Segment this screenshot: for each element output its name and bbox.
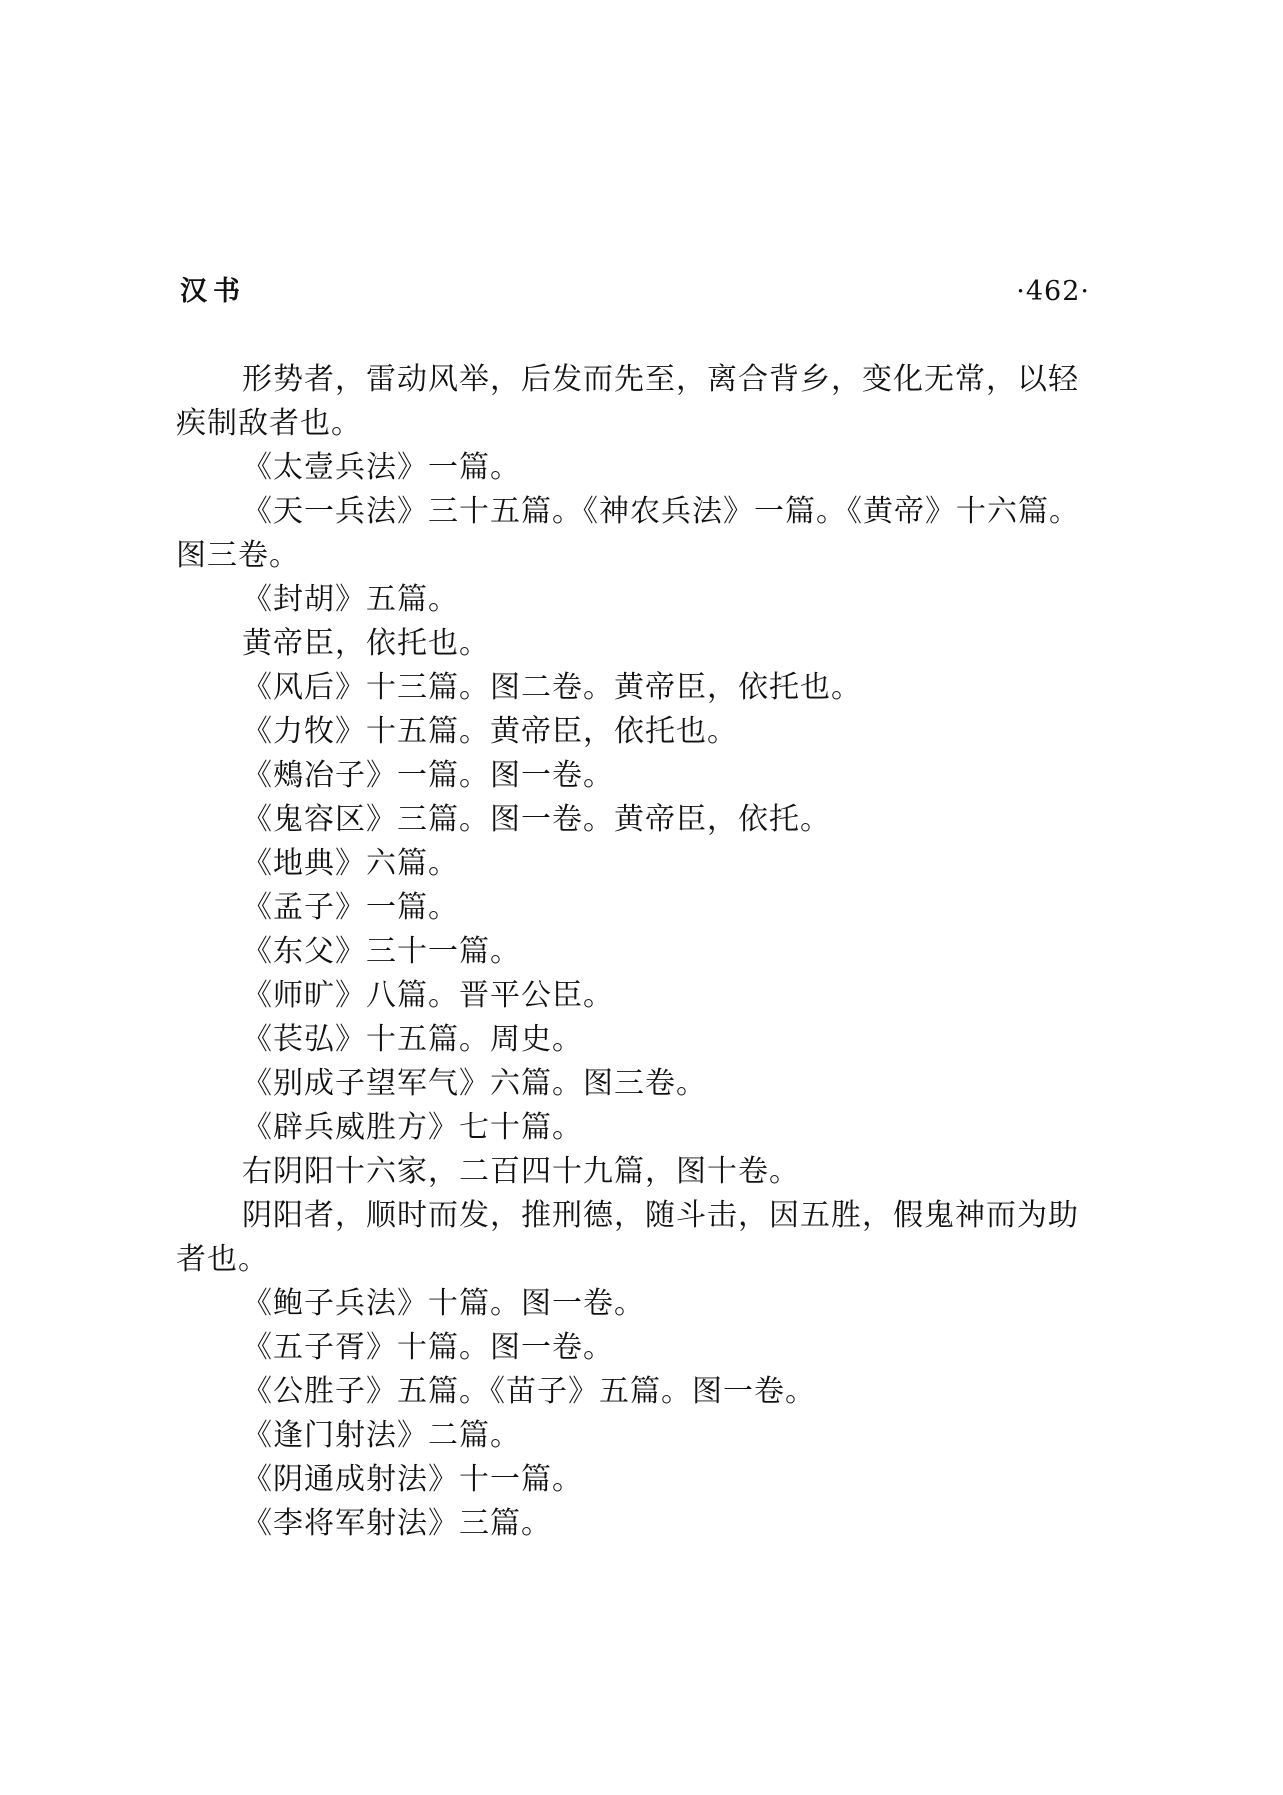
paragraph: 《地典》六篇。 [242,846,459,881]
paragraph: 《孟子》一篇。 [242,890,459,925]
paragraph: 《公胜子》五篇。《苗子》五篇。图一卷。 [242,1374,816,1409]
running-title: 汉书 [180,276,246,307]
paragraph: 《辟兵威胜方》七十篇。 [242,1110,583,1145]
paragraph: 《鵊冶子》一篇。图一卷。 [242,758,614,793]
paragraph: 《鬼容区》三篇。图一卷。黄帝臣，依托。 [242,802,831,837]
paragraph: 《东父》三十一篇。 [242,934,521,969]
paragraph: 右阴阳十六家，二百四十九篇，图十卷。 [242,1154,800,1189]
paragraph: 《苌弘》十五篇。周史。 [242,1022,583,1057]
paragraph: 阴阳者，顺时而发，推刑德，随斗击，因五胜，假鬼神而为助者也。 [176,1198,1079,1277]
paragraph: 《师旷》八篇。晋平公臣。 [242,978,614,1013]
body-text [176,358,1086,1546]
paragraph: 黄帝臣，依托也。 [242,626,490,661]
paragraph: 《李将军射法》三篇。 [242,1506,552,1541]
paragraph: 《鲍子兵法》十篇。图一卷。 [242,1286,645,1321]
paragraph: 《天一兵法》三十五篇。《神农兵法》一篇。《黄帝》十六篇。图三卷。 [176,494,1080,573]
paragraph: 《逢门射法》二篇。 [242,1418,521,1453]
paragraph: 《封胡》五篇。 [242,582,459,617]
paragraph: 《五子胥》十篇。图一卷。 [242,1330,614,1365]
paragraph: 形势者，雷动风举，后发而先至，离合背乡，变化无常，以轻疾制敌者也。 [176,362,1079,441]
paragraph: 《风后》十三篇。图二卷。黄帝臣，依托也。 [242,670,862,705]
paragraph: 《力牧》十五篇。黄帝臣，依托也。 [242,714,738,749]
paragraph: 《阴通成射法》十一篇。 [242,1462,583,1497]
page-number: ·462· [1016,276,1090,307]
paragraph: 《太壹兵法》一篇。 [242,450,521,485]
paragraph: 《别成子望军气》六篇。图三卷。 [242,1066,707,1101]
